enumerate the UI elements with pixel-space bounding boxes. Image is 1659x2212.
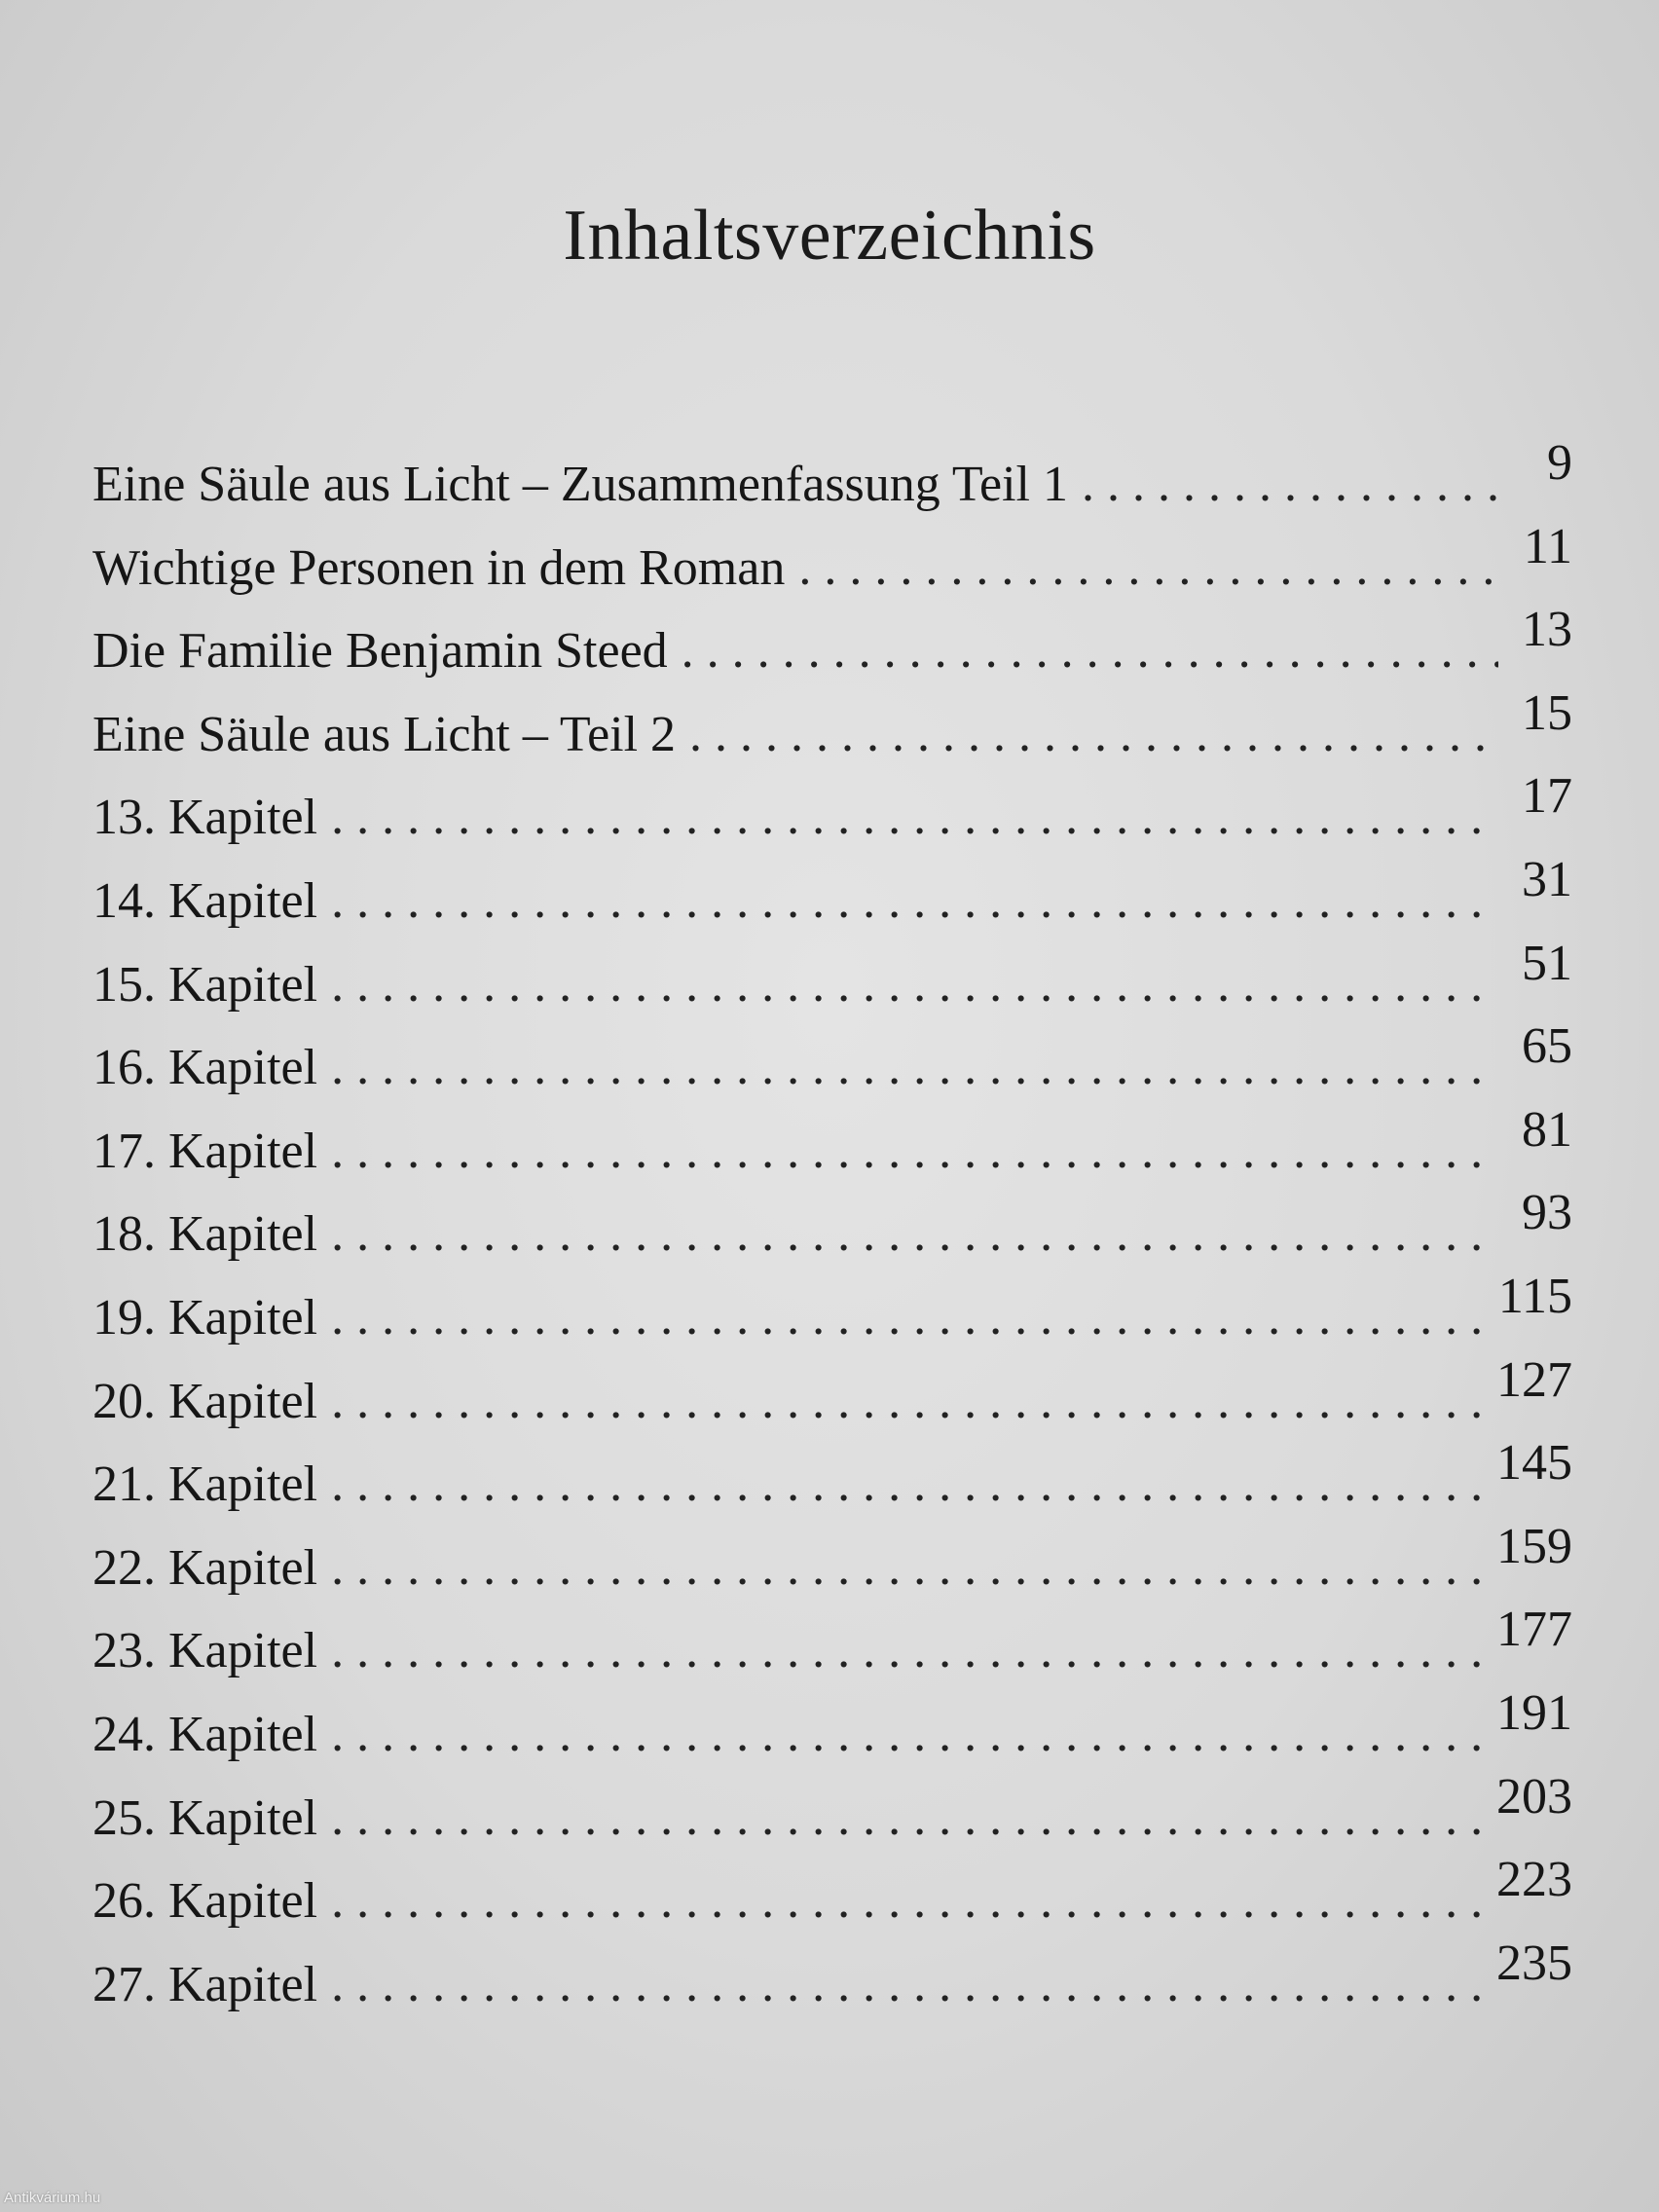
watermark: Antikvárium.hu	[4, 2190, 101, 2206]
toc-entry	[92, 1852, 1572, 1956]
toc-entry	[92, 602, 1572, 706]
toc-entry-label: 22. Kapitel	[92, 1539, 318, 1596]
toc-leader-dots	[331, 872, 1498, 930]
toc-entry-label: Die Familie Benjamin Steed	[92, 623, 668, 680]
toc-entry-page: 51	[1522, 935, 1572, 991]
toc-entry-label: 21. Kapitel	[92, 1456, 318, 1513]
toc-leader-dots	[682, 622, 1498, 680]
toc-leader-dots	[331, 1373, 1483, 1430]
toc-entry	[92, 851, 1572, 956]
toc-entry	[92, 684, 1572, 790]
toc-entry	[92, 1435, 1572, 1539]
toc-entry-label: 17. Kapitel	[92, 1123, 318, 1179]
toc-entry-label: 18. Kapitel	[92, 1206, 318, 1263]
toc-entry-label: Wichtige Personen in dem Roman	[92, 539, 786, 596]
toc-leader-dots	[1082, 456, 1498, 513]
toc-leader-dots	[331, 1289, 1485, 1346]
toc-entry-label: 16. Kapitel	[92, 1040, 318, 1096]
toc-leader-dots	[331, 1456, 1483, 1513]
page-title: Inhaltsverzeichnis	[563, 196, 1096, 276]
toc-entry-label: 26. Kapitel	[92, 1873, 318, 1930]
toc-leader-dots	[331, 1789, 1483, 1847]
toc-leader-dots	[331, 1039, 1498, 1096]
toc-leader-dots	[689, 706, 1498, 763]
toc-entry-page: 65	[1522, 1018, 1572, 1075]
toc-entry	[92, 1351, 1572, 1456]
toc-leader-dots	[331, 789, 1498, 846]
toc-leader-dots	[331, 1622, 1483, 1679]
toc-entry-label: 25. Kapitel	[92, 1789, 318, 1846]
toc-entry	[92, 935, 1572, 1040]
toc-entry-label: 20. Kapitel	[92, 1373, 318, 1429]
toc-entry-label: Eine Säule aus Licht – Teil 2	[92, 706, 677, 762]
toc-entry	[92, 1935, 1572, 2040]
toc-leader-dots	[331, 1205, 1498, 1263]
toc-entry-page: 13	[1522, 602, 1572, 658]
toc-entry-label: 13. Kapitel	[92, 790, 318, 846]
toc-leader-dots	[331, 1872, 1483, 1930]
toc-leader-dots	[331, 1123, 1498, 1180]
toc-entry-page: 159	[1496, 1518, 1572, 1574]
toc-entry	[92, 1684, 1572, 1789]
toc-entry	[92, 1768, 1572, 1873]
toc-entry-label: 15. Kapitel	[92, 956, 318, 1013]
toc-entry-label: 14. Kapitel	[92, 872, 318, 929]
toc-entry-page: 177	[1496, 1602, 1572, 1658]
toc-entry-page: 15	[1522, 684, 1572, 741]
toc-entry-page: 115	[1497, 1268, 1572, 1324]
toc-entry-page: 145	[1496, 1435, 1572, 1492]
toc-leader-dots	[331, 1539, 1483, 1597]
toc-entry-page: 203	[1496, 1768, 1572, 1825]
toc-entry-page: 93	[1522, 1185, 1572, 1241]
toc-entry-page: 191	[1496, 1684, 1572, 1741]
toc-entry-label: 27. Kapitel	[92, 1956, 318, 2012]
toc-entry-page: 127	[1496, 1351, 1572, 1408]
toc-entry-page: 235	[1496, 1935, 1572, 1991]
toc-leader-dots	[798, 539, 1498, 597]
toc-entry-page: 11	[1523, 518, 1572, 574]
toc-entry	[92, 1185, 1572, 1289]
toc-entry	[92, 518, 1572, 623]
table-of-contents	[92, 435, 1572, 2039]
toc-entry-page: 17	[1522, 768, 1572, 825]
toc-entry-label: 23. Kapitel	[92, 1623, 318, 1679]
toc-entry-label: Eine Säule aus Licht – Zusammenfassung Teil 1	[92, 457, 1068, 512]
toc-entry	[92, 1268, 1572, 1373]
toc-entry-page: 9	[1547, 435, 1572, 491]
toc-leader-dots	[331, 956, 1498, 1014]
toc-entry	[92, 1101, 1572, 1206]
toc-entry-label: 19. Kapitel	[92, 1289, 318, 1346]
toc-entry	[92, 768, 1572, 872]
toc-entry	[92, 1602, 1572, 1706]
toc-entry-page: 81	[1522, 1101, 1572, 1158]
toc-entry	[92, 1018, 1572, 1123]
toc-entry	[92, 1518, 1572, 1623]
toc-entry-page: 31	[1522, 851, 1572, 907]
toc-entry-page: 223	[1496, 1852, 1572, 1908]
toc-entry	[92, 435, 1572, 539]
toc-entry-label: 24. Kapitel	[92, 1706, 318, 1762]
toc-leader-dots	[331, 1956, 1483, 2013]
toc-leader-dots	[331, 1706, 1483, 1763]
